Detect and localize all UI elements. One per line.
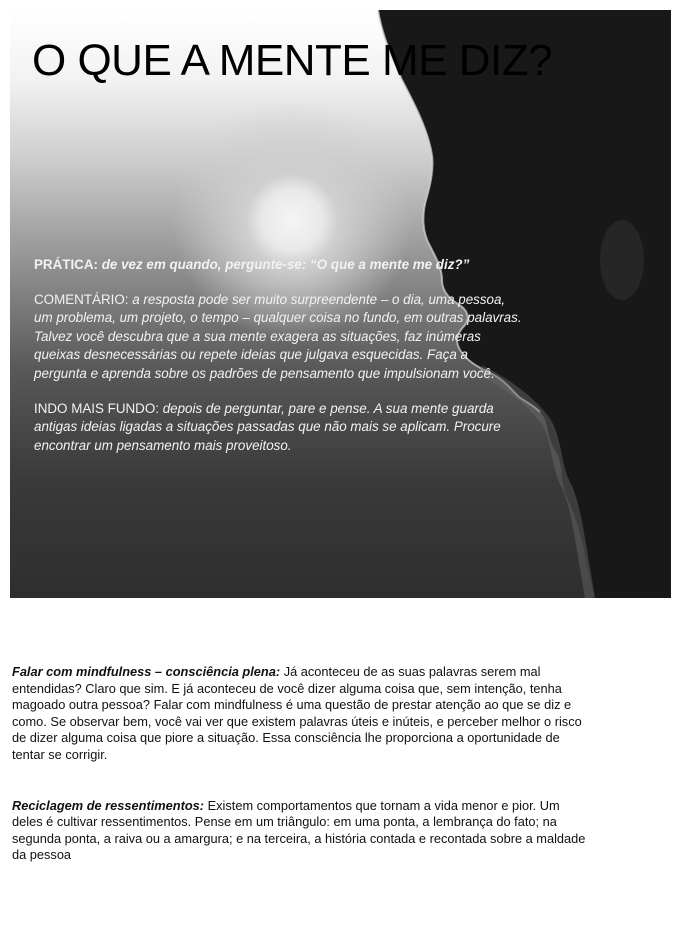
comentario-text: a resposta pode ser muito surpreendente – o dia, uma pessoa, um problema, um projeto, o tempo – qualquer coisa no fundo, em outras palavras. Talvez você descubra que a sua mente exagera as situações, faz inúmeras queixas desnecessárias ou repete ideias que julgava esquecidas. Faça a pergunta e aprenda sobre os padrões de pensamento que impulsionam você. [34,291,522,381]
comentario-paragraph [34,291,524,384]
pratica-label: PRÁTICA: [34,257,98,272]
comentario-label: COMENTÁRIO: [34,291,129,307]
mindfulness-paragraph [12,664,592,764]
ressentimentos-heading: Reciclagem de ressentimentos: [12,797,205,813]
hero-photo-panel [10,10,671,598]
article-body [12,664,592,898]
indo-mais-fundo-text: depois de perguntar, pare e pense. A sua mente guarda antigas ideias ligadas a situações passadas que não mais se aplicam. Procure encontrar um pensamento mais proveitoso. [34,400,501,453]
page-title: O QUE A MENTE ME DIZ? [32,36,553,85]
mindfulness-heading: Falar com mindfulness – consciência plena: [12,664,281,679]
mindfulness-text: Já aconteceu de as suas palavras serem mal entendidas? Claro que sim. E já aconteceu de você dizer alguma coisa que, sem intenção, tenha magoado outra pessoa? Falar com mindfulness é uma questão de prestar atenção ao que se diz e como. Se observar bem, você vai ver que existem palavras úteis e inúteis, e perceber melhor o risco de dizer alguma coisa que piore a situação. Essa consciência lhe proporciona a oportunidade de tentar se corrigir. [12,664,582,762]
ressentimentos-text: Existem comportamentos que tornam a vida menor e pior. Um deles é cultivar ressentimentos. Pense em um triângulo: em uma ponta, a lembrança do fato; na segunda ponta, a raiva ou a amargura; e na terceira, a história contada e recontada sobre a maldade da pessoa [12,797,586,863]
ear-shape [600,220,644,300]
hero-text-block [34,256,524,471]
indo-mais-fundo-label: INDO MAIS FUNDO: [34,400,159,416]
pratica-text: de vez em quando, pergunte-se: “O que a mente me diz?” [101,257,470,272]
ressentimentos-paragraph [12,798,592,864]
indo-mais-fundo-paragraph [34,400,524,456]
pratica-paragraph [34,256,524,275]
